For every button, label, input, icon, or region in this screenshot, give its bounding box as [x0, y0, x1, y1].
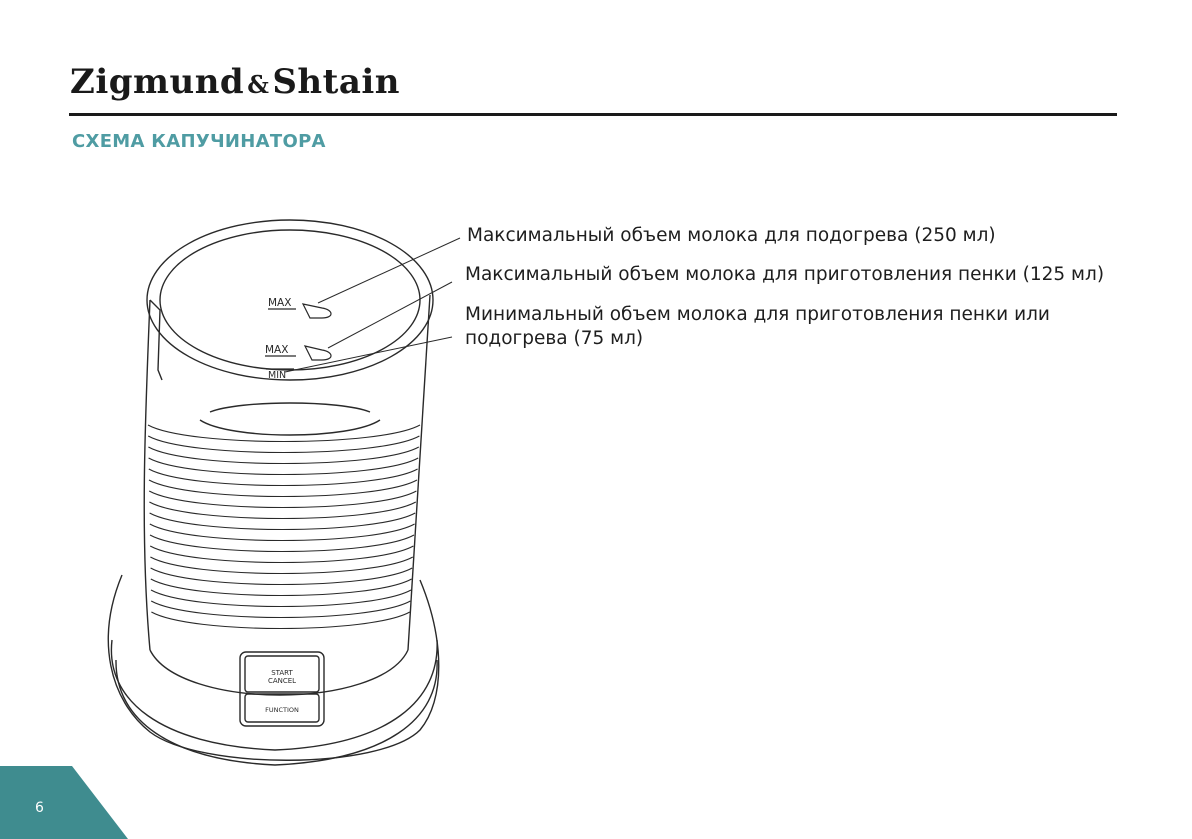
function-label: FUNCTION: [265, 706, 299, 714]
body-rib: [149, 502, 415, 519]
body-rib: [149, 458, 419, 475]
callout-max-heating: [467, 224, 996, 248]
section-title: СХЕМА КАПУЧИНАТОРА: [72, 131, 326, 152]
body-rib: [151, 579, 412, 596]
body-rib: [151, 601, 410, 618]
leader-line-2: [328, 282, 452, 348]
start-label: START: [271, 669, 293, 677]
mark-min: MIN: [268, 370, 287, 381]
body-rib: [150, 524, 415, 541]
body-rib: [150, 513, 416, 530]
callout-line: Минимальный объем молока для приготовления пенки или: [465, 304, 1050, 325]
body-rib: [148, 447, 418, 464]
body-rib: [151, 568, 413, 585]
body-rib: [151, 590, 411, 607]
body-rib: [149, 469, 418, 486]
control-panel: [240, 652, 324, 726]
body-rib: [151, 612, 409, 629]
body-rib: [150, 535, 414, 552]
body-rib: [148, 436, 419, 453]
body-rib: [149, 491, 416, 508]
body-rib: [150, 546, 413, 563]
max-lower-cup-icon: [305, 346, 331, 360]
brand-name-left: Zigmund: [70, 62, 245, 102]
callout-max-froth: [465, 263, 1104, 287]
body-rib: [148, 425, 420, 442]
callout-line: подогрева (75 мл): [465, 328, 644, 349]
callout-line: Максимальный объем молока для приготовления пенки (125 мл): [465, 264, 1105, 285]
callout-min-volume: [465, 303, 1050, 351]
callout-line: Максимальный объем молока для подогрева (250 мл): [467, 225, 996, 246]
page-number: 6: [35, 800, 44, 816]
frother-ribs: [148, 425, 420, 629]
frother-body: [144, 300, 150, 650]
brand-name-right: Shtain: [272, 62, 401, 102]
max-upper-cup-icon: [303, 304, 331, 318]
brand-ampersand: &: [247, 70, 270, 99]
footer-tab: [0, 766, 128, 839]
body-rib: [149, 480, 417, 497]
body-rib: [150, 557, 412, 574]
frother-base: [108, 575, 438, 760]
leader-line-1: [318, 238, 460, 303]
mark-max-lower: MAX: [265, 344, 289, 356]
mark-max-upper: MAX: [268, 297, 292, 309]
cancel-label: CANCEL: [267, 677, 297, 685]
